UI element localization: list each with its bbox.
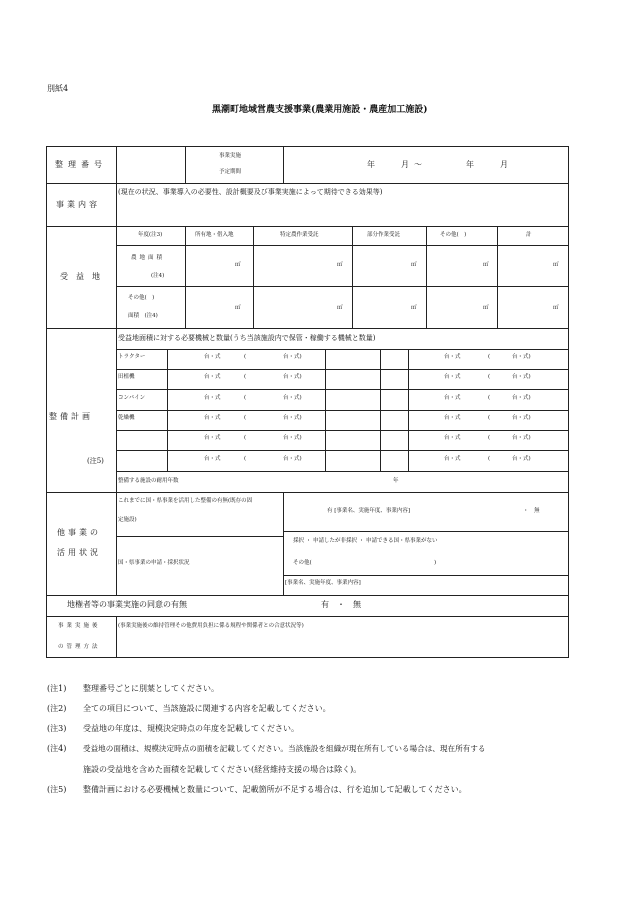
- unit-m2: ㎡: [235, 262, 241, 268]
- consent-label: 地権者等の事業実施の同意の有無: [67, 600, 187, 609]
- row-label-plan: 整備計画: [49, 412, 93, 421]
- machine-paren-close: 台・式): [283, 415, 302, 421]
- other-a2-line2-close: ): [434, 560, 437, 566]
- machine-paren-close: 台・式): [512, 374, 531, 380]
- other-a1: 有 [事業名、実施年度、事業内容]: [327, 508, 411, 514]
- end-month: 月: [500, 160, 508, 169]
- machine-paren-open: (: [488, 374, 491, 380]
- machine-unit: 台・式: [204, 435, 221, 441]
- unit-m2: ㎡: [553, 305, 559, 311]
- machine-unit: 台・式: [444, 354, 461, 360]
- machine-paren-close: 台・式): [283, 456, 302, 462]
- row-label-other-2: 活用状況: [57, 548, 101, 557]
- note-text: 整備計画における必要機械と数量について、記載箇所が不足する場合は、行を追加して記載してください。: [83, 785, 467, 794]
- row-label-other-1: 他事業の: [57, 528, 101, 537]
- land-col-own: 所有地・借入地: [195, 232, 234, 238]
- land-col-other: その他( ): [440, 232, 467, 238]
- period-label-1: 事業実施: [219, 153, 242, 159]
- start-month: 月: [401, 160, 409, 169]
- unit-m2: ㎡: [337, 305, 343, 311]
- life-year-unit: 年: [393, 478, 399, 484]
- machine-unit: 台・式: [204, 456, 221, 462]
- machine-paren-open: (: [488, 395, 491, 401]
- machine-name: 田植機: [118, 374, 135, 380]
- machine-paren-open: (: [488, 456, 491, 462]
- row-label-number: 整理番号: [55, 160, 107, 169]
- machine-paren-open: (: [244, 435, 247, 441]
- note-mark: (注5): [47, 785, 67, 794]
- other-area-note: 面積 (注4): [128, 313, 158, 319]
- plan-header: 受益地面積に対する必要機械と数量(うち当該施設内で保管・稼働する機械と数量): [118, 334, 376, 342]
- machine-name: トラクター: [118, 354, 146, 360]
- note-text: 受益地の年度は、規模決定時点の年度を記載してください。: [83, 724, 299, 733]
- machine-paren-close: 台・式): [283, 354, 302, 360]
- machine-unit: 台・式: [444, 435, 461, 441]
- other-q1-line2: 定施設): [118, 517, 137, 523]
- machine-paren-close: 台・式): [512, 415, 531, 421]
- farm-area-note: (注4): [151, 273, 165, 279]
- machine-paren-close: 台・式): [283, 395, 302, 401]
- mgmt-field[interactable]: [117, 632, 567, 656]
- land-col-specific: 特定農作業受託: [280, 232, 319, 238]
- machine-paren-close: 台・式): [512, 395, 531, 401]
- other-a2-line3: [事業名、実施年度、事業内容]: [285, 580, 361, 586]
- note-text: 受益地の面積は、規模決定時点の面積を記載してください。当該施設を組織が現在所有している場合は、現在所有する: [83, 744, 486, 753]
- machine-paren-open: (: [244, 374, 247, 380]
- note-text: 全ての項目について、当該施設に関連する内容を記載してください。: [83, 704, 331, 713]
- period-label-2: 予定期間: [219, 169, 242, 175]
- note-mark: (注2): [47, 704, 67, 713]
- land-col-partial: 部分作業受託: [367, 232, 401, 238]
- machine-paren-close: 台・式): [283, 374, 302, 380]
- page-title: 黒潮町地域営農支援事業(農業用施設・農産加工施設): [212, 105, 428, 115]
- other-q2: 国・県事業の申請・採択状況: [118, 560, 190, 566]
- machine-paren-close: 台・式): [283, 435, 302, 441]
- number-field[interactable]: [117, 147, 184, 182]
- machine-paren-open: (: [244, 354, 247, 360]
- land-col-year: 年度(注3): [138, 232, 163, 238]
- machine-unit: 台・式: [444, 456, 461, 462]
- note-mark: (注4): [47, 744, 67, 753]
- mgmt-hint: (事業実施後の維持管理その他費用負担に係る規程や関係者との合意状況等): [118, 623, 304, 629]
- machine-paren-open: (: [488, 415, 491, 421]
- content-hint: (現在の状況、事業導入の必要性、設計概要及び事業実施によって期待できる効果等): [118, 188, 383, 196]
- mgmt-label-2: の管理方法: [58, 644, 101, 650]
- machine-unit: 台・式: [444, 395, 461, 401]
- consent-answer: 有 ・ 無: [321, 600, 361, 609]
- machine-name: 乾燥機: [118, 415, 135, 421]
- machine-paren-close: 台・式): [512, 435, 531, 441]
- note-text: 施設の受益地を含めた面積を記載してください(経営維持支援の場合は除く)。: [83, 765, 362, 774]
- mgmt-label-1: 事業実施後: [58, 623, 101, 629]
- machine-unit: 台・式: [204, 395, 221, 401]
- note-mark: (注1): [47, 684, 67, 693]
- other-a2-line2: その他(: [293, 560, 312, 566]
- farm-area-label: 農地面積: [131, 255, 166, 261]
- unit-m2: ㎡: [235, 305, 241, 311]
- other-area-label: その他( ): [128, 295, 155, 301]
- annex-label: 別紙4: [47, 84, 69, 93]
- period-field[interactable]: [284, 147, 567, 182]
- row-label-land: 受益地: [60, 272, 108, 281]
- machine-unit: 台・式: [204, 374, 221, 380]
- unit-m2: ㎡: [411, 305, 417, 311]
- machine-paren-close: 台・式): [512, 456, 531, 462]
- unit-m2: ㎡: [553, 262, 559, 268]
- machine-unit: 台・式: [204, 415, 221, 421]
- other-a2-line1: 採択 ・ 申請したが非採択 ・ 申請できる国・県事業がない: [293, 538, 438, 544]
- machine-paren-close: 台・式): [512, 354, 531, 360]
- unit-m2: ㎡: [483, 305, 489, 311]
- land-col-total: 計: [526, 232, 532, 238]
- machine-paren-open: (: [244, 395, 247, 401]
- unit-m2: ㎡: [411, 262, 417, 268]
- note-mark: (注3): [47, 724, 67, 733]
- machine-unit: 台・式: [204, 354, 221, 360]
- other-q1-line1: これまでに国・県事業を活用した整備の有無(既存の固: [118, 498, 253, 504]
- note-text: 整理番号ごとに別葉としてください。: [83, 684, 219, 693]
- unit-m2: ㎡: [483, 262, 489, 268]
- other-a1-none: ・ 無: [523, 508, 540, 514]
- machine-paren-open: (: [244, 415, 247, 421]
- row-label-content: 事業内容: [56, 200, 100, 209]
- machine-name: コンバイン: [118, 395, 146, 401]
- unit-m2: ㎡: [337, 262, 343, 268]
- life-label: 整備する施設の耐用年数: [118, 478, 179, 484]
- plan-note: (注5): [87, 457, 104, 465]
- machine-paren-open: (: [488, 435, 491, 441]
- start-year: 年: [367, 160, 375, 169]
- machine-paren-open: (: [488, 354, 491, 360]
- machine-unit: 台・式: [444, 415, 461, 421]
- machine-unit: 台・式: [444, 374, 461, 380]
- period-tilde: 〜: [414, 160, 422, 169]
- machine-paren-open: (: [244, 456, 247, 462]
- end-year: 年: [466, 160, 474, 169]
- content-field[interactable]: [117, 198, 567, 225]
